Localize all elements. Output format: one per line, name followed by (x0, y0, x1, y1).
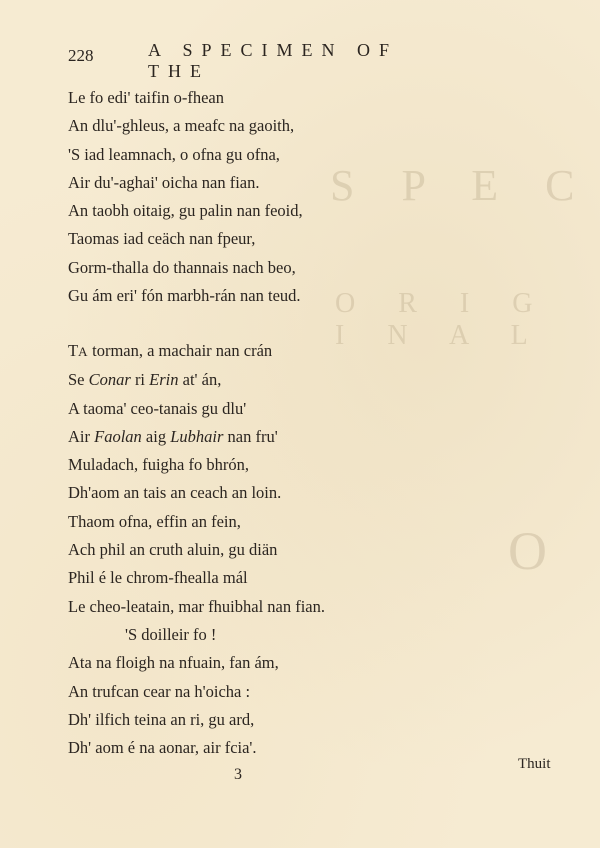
verse-line: Dh' aom é na aonar, air fcia'. (68, 738, 257, 758)
verse-line: Muladach, fuigha fo bhrón, (68, 455, 249, 475)
small-caps-letter: A (78, 344, 88, 359)
verse-line: Phil é le chrom-fhealla mál (68, 568, 248, 588)
page-header (68, 40, 468, 81)
verse-line: Le fo edi' taifin o-fhean (68, 88, 224, 107)
show-through-heading: S P E C (330, 161, 593, 210)
verse-line: An dlu'-ghleus, a meafc na gaoith, (68, 116, 295, 136)
verse-line: A taoma' ceo-tanais gu dlu' (68, 398, 247, 418)
verse-line (68, 366, 325, 394)
verse-line (68, 423, 325, 451)
verse-line: Ata na floigh na nfuain, fan ám, (68, 653, 279, 673)
verse-text: aig (141, 426, 171, 446)
verse-text: ri (130, 370, 150, 390)
verse-text: nan fru' (223, 426, 278, 446)
verse-text: torman, a machair nan crán (87, 341, 273, 360)
italic-name: Lubhair (170, 426, 224, 446)
italic-name: Conar (88, 370, 131, 390)
stanza-one (68, 84, 303, 310)
catchword: Thuit (518, 756, 551, 772)
stanza-two (68, 337, 325, 762)
verse-line: Le cheo-leatain, mar fhuibhal nan fian. (68, 596, 326, 616)
verse-line: Gorm-thalla do thannais nach beo, (68, 257, 296, 277)
verse-text: Air (68, 426, 95, 446)
italic-name: Faolan (94, 426, 142, 446)
verse-line: Taomas iad ceäch nan fpeur, (68, 229, 256, 249)
running-title: A SPECIMEN OF THE (148, 40, 399, 81)
verse-line: An taobh oitaig, gu palin nan feoid, (68, 201, 303, 221)
verse-line-indented: 'S doilleir fo ! (125, 624, 217, 644)
signature-mark: 3 (234, 766, 242, 783)
verse-line: Dh'aom an tais an ceach an loin. (68, 483, 282, 503)
verse-line: Gu ám eri' fón marbh-rán nan teud. (68, 286, 301, 306)
page-number: 228 (68, 46, 94, 65)
verse-line: Air du'-aghai' oicha nan fian. (68, 172, 260, 192)
verse-line: 'S iad leamnach, o ofna gu ofna, (68, 144, 280, 164)
show-through-subheading: O R I G I N A L (335, 288, 551, 351)
show-through-initial: O (508, 521, 547, 581)
verse-line: Dh' ilfich teina an ri, gu ard, (68, 709, 255, 729)
verse-line: An trufcan cear na h'oicha : (68, 681, 251, 701)
verse-text: Se (68, 370, 89, 390)
verse-text: at' án, (178, 370, 222, 390)
italic-name: Erin (149, 370, 179, 390)
verse-line: Thaom ofna, effin an fein, (68, 511, 241, 531)
verse-line-first (68, 337, 325, 366)
initial-capital: T (68, 341, 79, 360)
verse-line: Ach phil an cruth aluin, gu diän (68, 540, 278, 560)
